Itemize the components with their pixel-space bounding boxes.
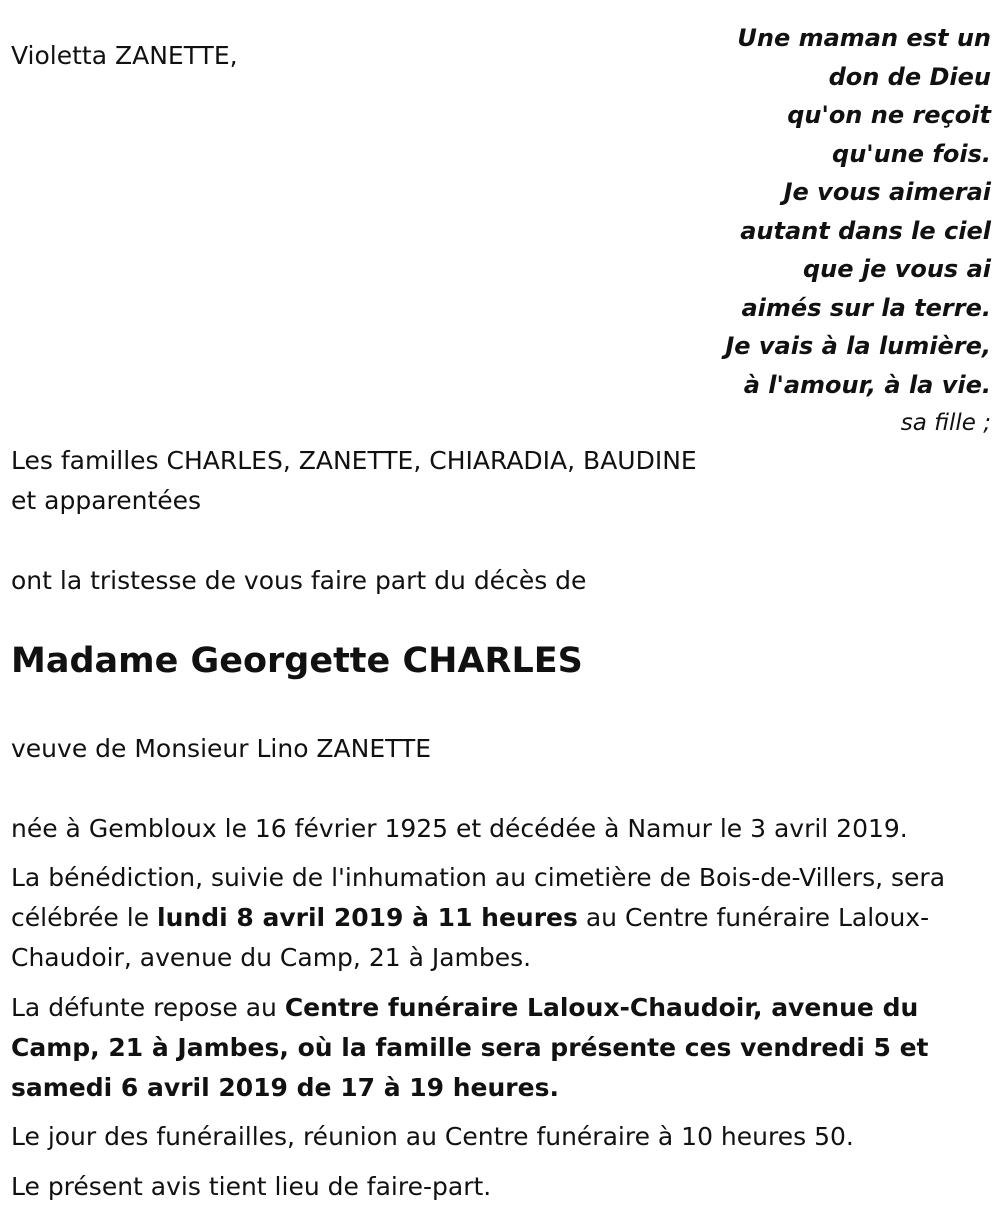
poem-line: qu'une fois. xyxy=(832,139,991,168)
poem-line: Une maman est un xyxy=(737,24,991,52)
poem-line: autant dans le ciel xyxy=(740,216,991,245)
poem-line: Je vous aimerai xyxy=(783,178,991,206)
sender-name: Violetta ZANETTE, xyxy=(11,41,238,70)
poem-line: aimés sur la terre. xyxy=(741,293,991,322)
spouse-text: veuve de Monsieur Lino ZANETTE xyxy=(11,734,432,763)
closing-text: Le présent avis tient lieu de faire-part. xyxy=(11,1172,492,1201)
repose-details: Centre funéraire Laloux-Chaudoir, avenue du Camp, 21 à Jambes, où la famille sera présente ces vendredi 5 et samedi 6 avril 2019 de 17 à 19 heures. xyxy=(11,993,929,1102)
ceremony-text: La bénédiction, suivie de l'inhumation au cimetière de Bois-de-Villers, sera célébrée le xyxy=(11,863,946,932)
repose-paragraph xyxy=(11,988,986,1108)
poem-line: à l'amour, à la vie. xyxy=(743,370,991,399)
birth-death-text: née à Gembloux le 16 février 1925 et décédée à Namur le 3 avril 2019. xyxy=(11,814,908,843)
deceased-name: Madame Georgette CHARLES xyxy=(11,641,583,681)
families-line-2: et apparentées xyxy=(11,486,202,515)
repose-text: La défunte repose au xyxy=(11,993,285,1022)
families-line-1: Les familles CHARLES, ZANETTE, CHIARADIA, BAUDINE xyxy=(11,446,697,475)
poem-line: qu'on ne reçoit xyxy=(787,101,991,129)
ceremony-location: au Centre funéraire Laloux-Chaudoir, avenue du Camp, 21 à Jambes. xyxy=(11,903,930,972)
announcement-text: ont la tristesse de vous faire part du décès de xyxy=(11,566,587,595)
meeting-text: Le jour des funérailles, réunion au Centre funéraire à 10 heures 50. xyxy=(11,1122,854,1151)
ceremony-paragraph xyxy=(11,858,986,978)
poem-line: que je vous ai xyxy=(802,255,991,283)
poem-signature: sa fille ; xyxy=(900,410,991,436)
poem-line: Je vais à la lumière, xyxy=(725,332,991,360)
poem-line: don de Dieu xyxy=(828,62,991,91)
poem-block xyxy=(691,19,991,443)
ceremony-date: lundi 8 avril 2019 à 11 heures xyxy=(157,903,578,932)
